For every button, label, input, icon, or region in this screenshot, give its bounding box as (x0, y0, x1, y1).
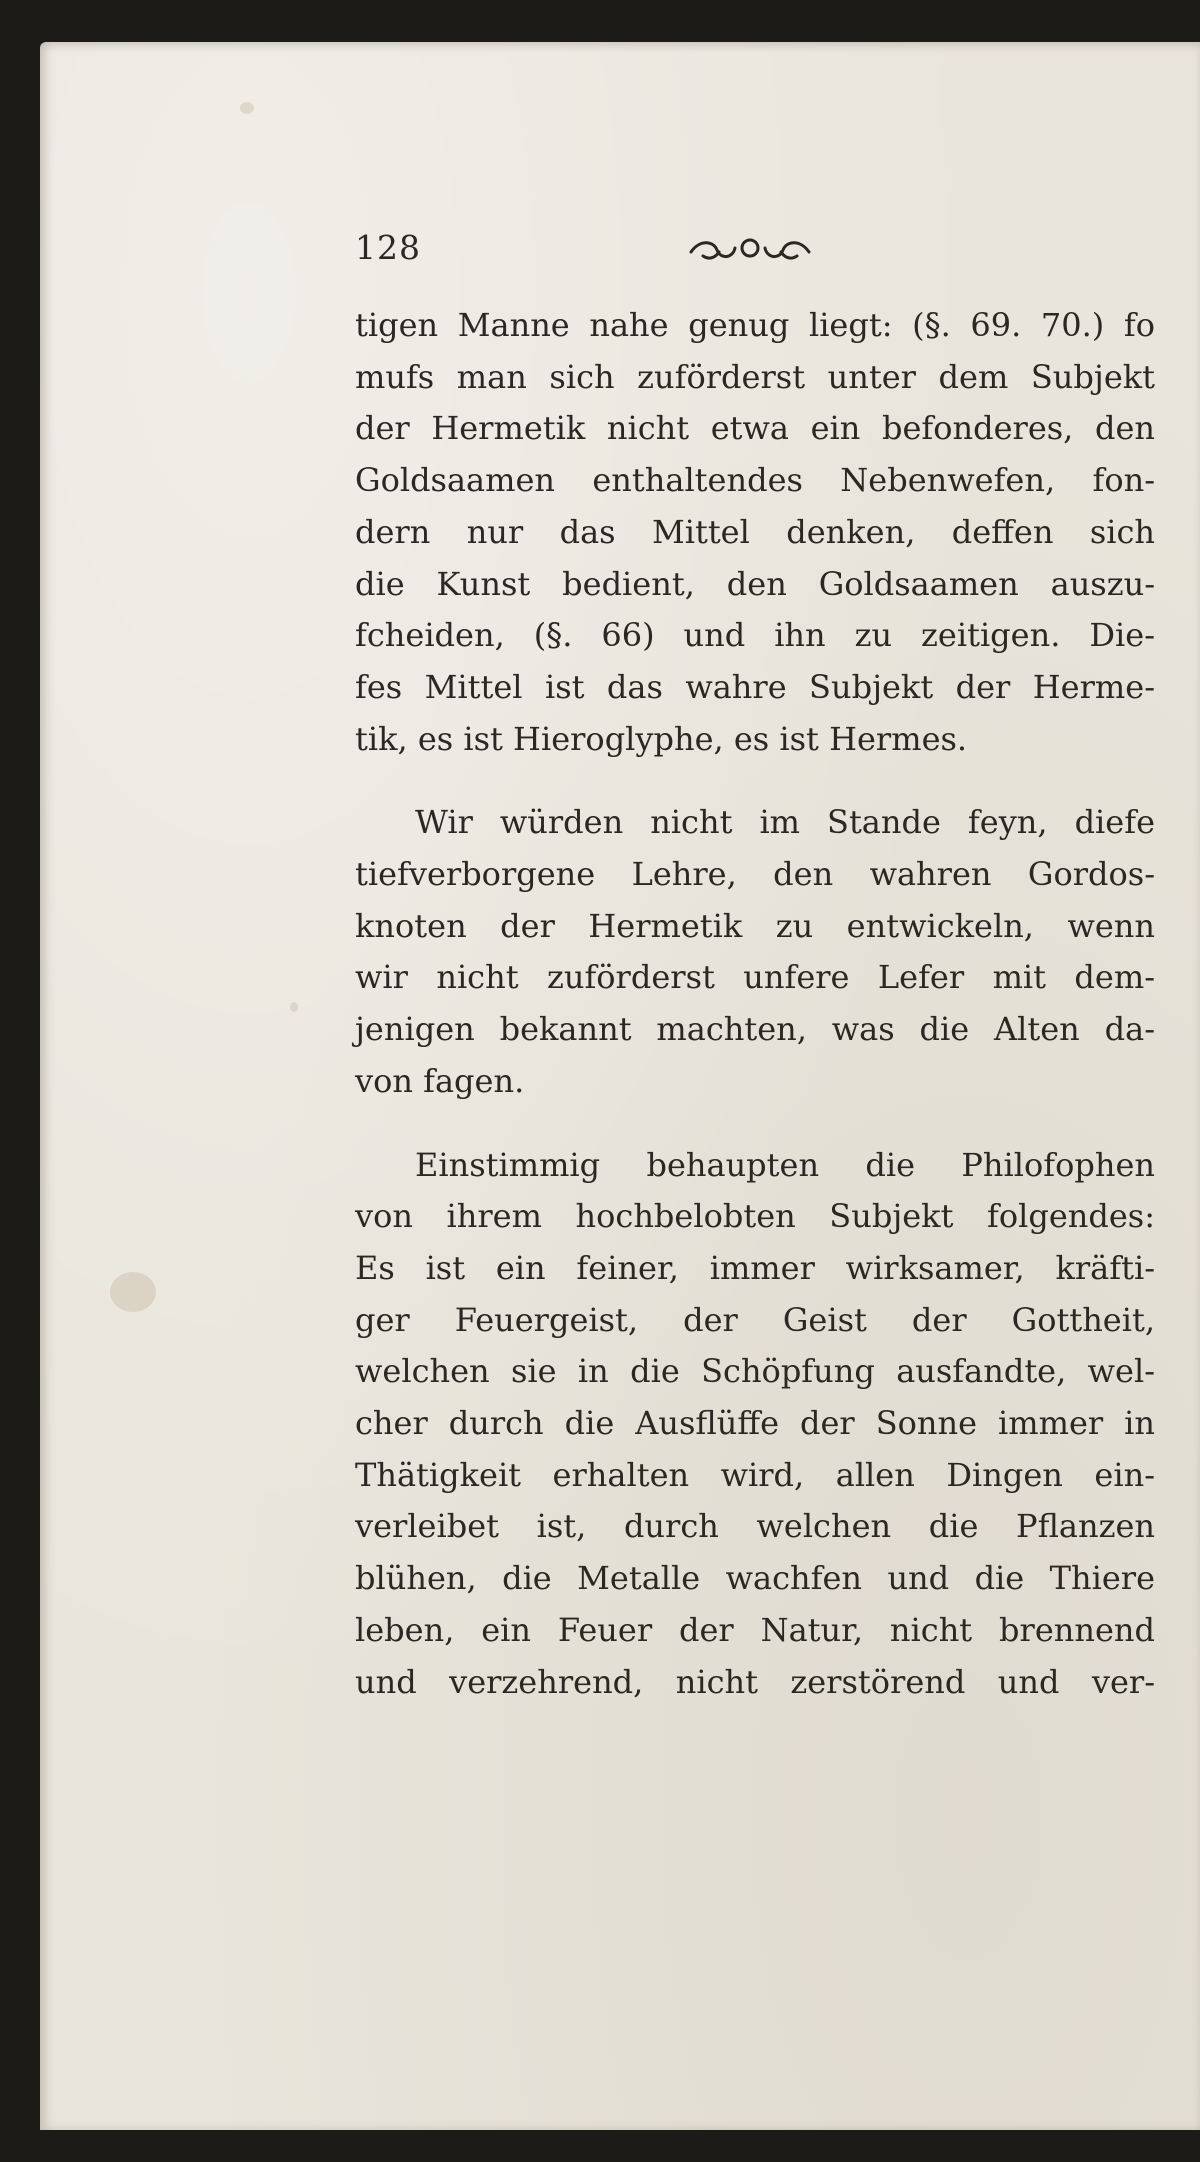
body-text (355, 300, 1155, 1708)
paragraph-1 (355, 300, 1155, 765)
text-line: fes Mittel ist das wahre Subjekt der Herme- (355, 667, 1155, 706)
text-line: cher durch die Ausflüffe der Sonne immer in (355, 1404, 1155, 1443)
paper-stain (240, 102, 254, 114)
page-header (355, 228, 1175, 278)
text-line: Einstimmig behaupten die Philofophen (415, 1145, 1155, 1184)
text-line: leben, ein Feuer der Natur, nicht brennend (355, 1610, 1155, 1649)
text-line: von ihrem hochbelobten Subjekt folgendes: (355, 1197, 1155, 1236)
paper-stain (110, 1272, 156, 1312)
text-line: Wir würden nicht im Stande feyn, diefe (415, 803, 1155, 842)
text-line: tik, es ist Hieroglyphe, es ist Hermes. (355, 719, 968, 758)
text-line: die Kunst bedient, den Goldsaamen auszu- (355, 564, 1155, 603)
text-line: verleibet ist, durch welchen die Pflanzen (355, 1507, 1155, 1546)
paper-stain (290, 1002, 298, 1012)
decorative-scroll-ornament-icon (685, 230, 815, 266)
paragraph-3 (355, 1140, 1155, 1709)
text-line: der Hermetik nicht etwa ein befonderes, den (355, 409, 1155, 448)
text-line: tiefverborgene Lehre, den wahren Gordos- (355, 855, 1155, 894)
text-line: dern nur das Mittel denken, deffen sich (355, 512, 1155, 551)
text-line: Thätigkeit erhalten wird, allen Dingen ein- (355, 1455, 1155, 1494)
text-line: tigen Manne nahe genug liegt: (§. 69. 70.) fo (355, 306, 1155, 344)
text-line: ger Feuergeist, der Geist der Gottheit, (355, 1300, 1155, 1339)
text-line: und verzehrend, nicht zerstörend und ver- (355, 1662, 1155, 1701)
text-line: welchen sie in die Schöpfung ausfandte, wel- (355, 1352, 1155, 1391)
text-line: wir nicht zuförderst unfere Lefer mit dem- (355, 958, 1155, 997)
page-number: 128 (355, 228, 421, 267)
text-line: fcheiden, (§. 66) und ihn zu zeitigen. Die- (355, 616, 1155, 655)
text-line: jenigen bekannt machten, was die Alten da- (355, 1010, 1155, 1049)
text-line: knoten der Hermetik zu entwickeln, wenn (355, 906, 1155, 945)
text-line: blühen, die Metalle wachfen und die Thiere (355, 1559, 1155, 1598)
paragraph-2 (355, 797, 1155, 1107)
text-line: mufs man sich zuförderst unter dem Subjekt (355, 357, 1155, 396)
text-line: Goldsaamen enthaltendes Nebenwefen, fon- (355, 461, 1155, 500)
text-line: von fagen. (355, 1061, 525, 1100)
text-line: Es ist ein feiner, immer wirksamer, kräfti- (355, 1248, 1155, 1287)
